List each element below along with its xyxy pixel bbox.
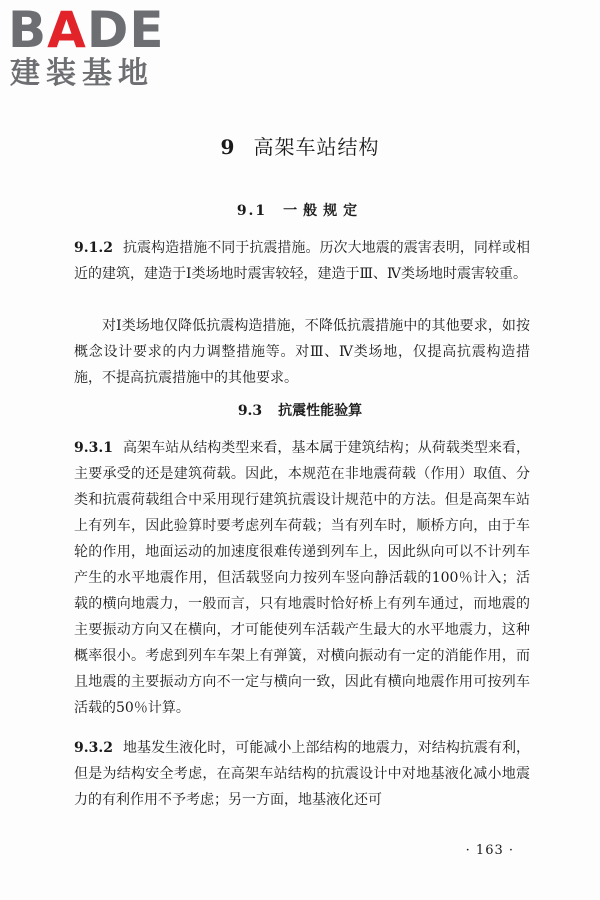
section-number: 9.1 bbox=[236, 203, 268, 219]
logo-letters-de: DE bbox=[86, 1, 165, 59]
clause-number: 9.3.2 bbox=[74, 740, 113, 756]
clause-paragraph bbox=[74, 235, 530, 287]
chapter-number: 9 bbox=[220, 135, 236, 159]
clause-text: 高架车站从结构类型来看，基本属于建筑结构；从荷载类型来看，主要承受的还是建筑荷载。因此，本规范在非地震荷载（作用）取值、分类和抗震荷载组合中采用现行建筑抗震设计规范中的方法。但是高架车站上有列车，因此验算时要考虑列车荷载；当有列车时，顺桥方向，由于车轮的作用，地面运动的加速度很难传递到列车上，因此纵向可以不计列车产生的水平地震作用，但活载竖向力按列车竖向静活载的100％计入；活载的横向地震力，一般而言，只有地震时恰好桥上有列车通过，而地震的主要振动方向又在横向，才可能使列车活载产生最大的水平地震力，这种概率很小。考虑到列车车架上有弹簧，对横向振动有一定的消能作用，而且地震的主要振动方向不一定与横向一致，因此有横向地震作用可按列车活载的50％计算。 bbox=[74, 440, 530, 716]
section-title-text: 一般规定 bbox=[283, 203, 364, 219]
clause-number: 9.1.2 bbox=[74, 240, 113, 256]
chapter-title-text: 高架车站结构 bbox=[253, 135, 380, 159]
clause-text: 抗震构造措施不同于抗震措施。历次大地震的震害表明，同样或相近的建筑，建造于Ⅰ类场地时震害较轻，建造于Ⅲ、Ⅳ类场地时震害较重。 bbox=[74, 240, 530, 282]
bade-logo bbox=[8, 1, 178, 96]
paragraph-text: 对Ⅰ类场地仅降低抗震构造措施，不降低抗震措施中的其他要求，如按概念设计要求的内力调整措施等。对Ⅲ、Ⅳ类场地，仅提高抗震构造措施，不提高抗震措施中的其他要求。 bbox=[74, 318, 530, 386]
section-heading-seismic-check bbox=[0, 401, 600, 421]
chapter-heading bbox=[0, 134, 600, 160]
logo-letter-a: A bbox=[47, 1, 87, 59]
section-number: 9.3 bbox=[237, 403, 263, 419]
clause-paragraph bbox=[74, 735, 530, 813]
body-paragraph bbox=[74, 313, 530, 391]
clause-number: 9.3.1 bbox=[74, 440, 113, 456]
logo-letter-b: B bbox=[8, 1, 48, 59]
page-number: · 163 · bbox=[465, 843, 514, 858]
clause-paragraph bbox=[74, 435, 530, 721]
section-heading-general bbox=[0, 201, 600, 221]
section-title-text: 抗震性能验算 bbox=[278, 403, 363, 419]
logo-wordmark bbox=[8, 1, 165, 59]
clause-text: 地基发生液化时，可能减小上部结构的地震力，对结构抗震有利，但是为结构安全考虑，在高架车站结构的抗震设计中对地基液化减小地震力的有利作用不予考虑；另一方面，地基液化还可 bbox=[74, 740, 530, 808]
logo-subtitle: 建装基地 bbox=[10, 56, 154, 91]
